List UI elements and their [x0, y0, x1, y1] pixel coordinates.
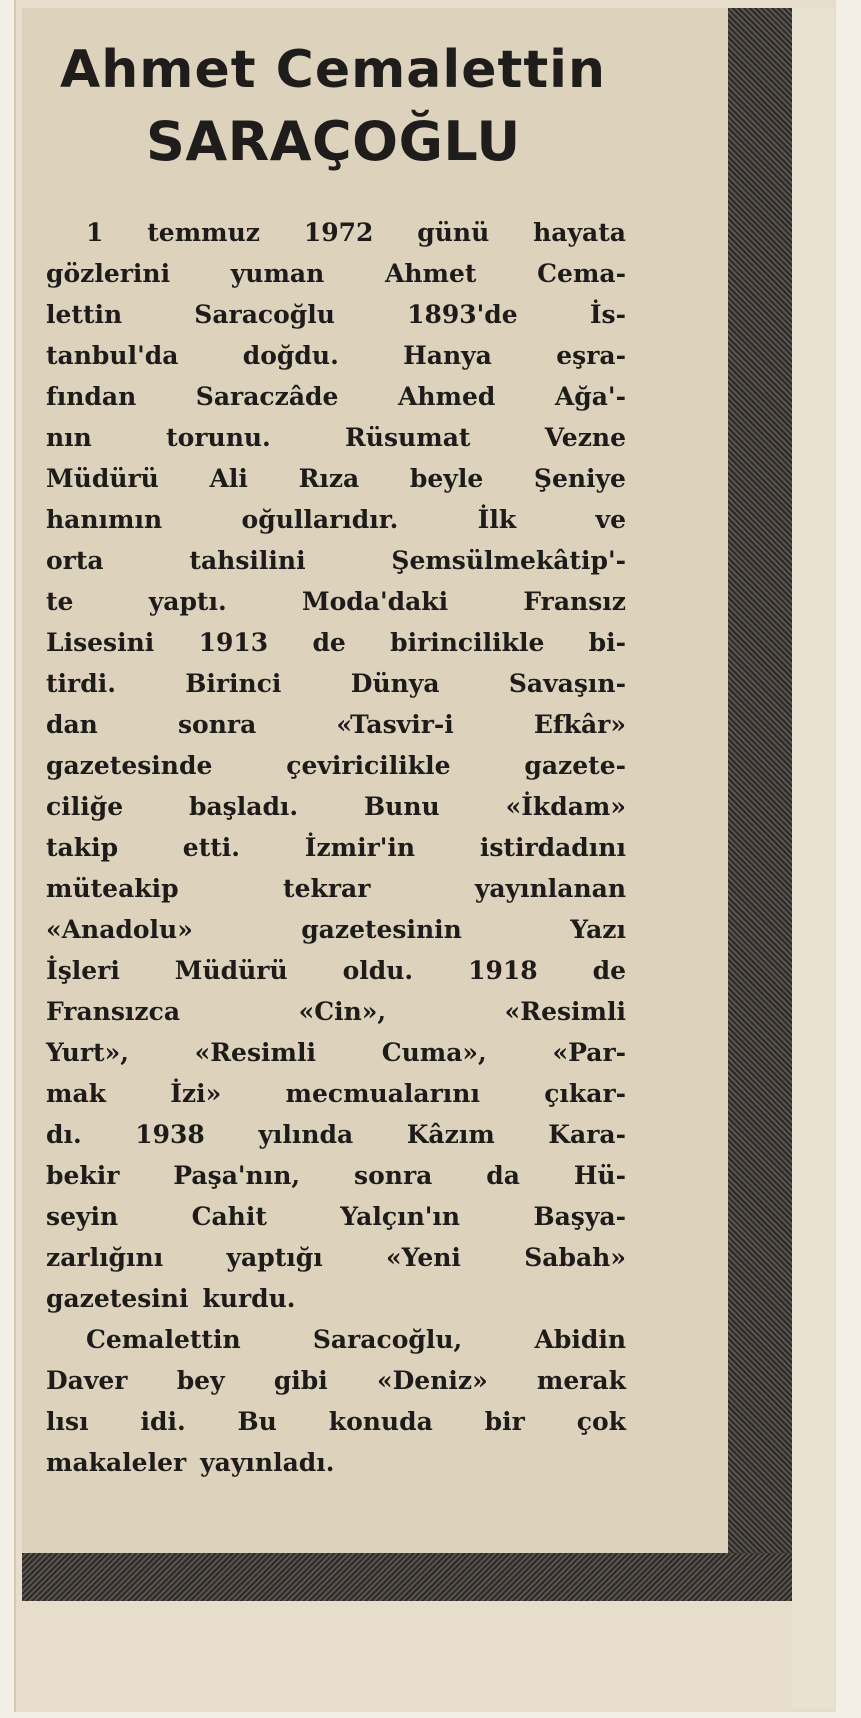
article-word: yaptığı [226, 1243, 323, 1272]
article-word: zarlığını [46, 1243, 164, 1272]
article-word: hayata [533, 218, 626, 247]
article-word: Yurt», [46, 1038, 129, 1067]
frame-border-right [728, 8, 792, 1600]
article-word: da [486, 1161, 520, 1190]
article-word: Saracoğlu, [312, 1325, 463, 1354]
article-line [46, 1114, 626, 1155]
article-word: bekir [46, 1161, 120, 1190]
article-line [46, 1442, 626, 1483]
article-word: temmuz [147, 218, 260, 247]
article-word: «Cin», [298, 997, 387, 1026]
article-word: oğullarıdır. [241, 505, 399, 534]
article-word: Fransız [523, 587, 626, 616]
article-word: gazete- [524, 751, 626, 780]
article-word: gibi [273, 1366, 328, 1395]
article-word: Hanya [403, 341, 492, 370]
frame-border-bottom [22, 1553, 792, 1601]
article-word: Savaşın- [508, 669, 626, 698]
article-line [46, 909, 626, 950]
article-line [46, 417, 626, 458]
article-word: Yalçın'ın [340, 1202, 461, 1231]
article-word: idi. [140, 1407, 186, 1436]
article-word: yayınlanan [474, 874, 626, 903]
article-word: İs- [589, 300, 626, 329]
article-word: konuda [328, 1407, 433, 1436]
article-word: doğdu. [242, 341, 339, 370]
article-word: te [46, 587, 74, 616]
article-word: yılında [258, 1120, 354, 1149]
article-word: Cema- [537, 259, 626, 288]
article-word: gazetesinin [301, 915, 462, 944]
article-word: Saraczâde [195, 382, 339, 411]
article-line [46, 1278, 626, 1319]
article-line [46, 253, 626, 294]
article-word: Başya- [533, 1202, 626, 1231]
article-word: gözlerini [46, 259, 171, 288]
article-word: çok [576, 1407, 626, 1436]
article-word: «Yeni [386, 1243, 461, 1272]
article-line [46, 212, 626, 253]
article-word: mak [46, 1079, 106, 1108]
article-line [46, 991, 626, 1032]
article-word: başladı. [189, 792, 299, 821]
article-word: Kara- [548, 1120, 626, 1149]
article-line [46, 950, 626, 991]
article-word: tirdi. [46, 669, 116, 698]
article-word: Vezne [544, 423, 626, 452]
article-word: hanımın [46, 505, 163, 534]
article-word: İşleri [46, 956, 120, 985]
article-line [46, 458, 626, 499]
article-word: Cuma», [381, 1038, 487, 1067]
article-word: birincilikle [390, 628, 545, 657]
article-word: Rüsumat [345, 423, 471, 452]
article-word: lısı [46, 1407, 89, 1436]
article-word: 1913 [198, 628, 269, 657]
article-line [46, 1032, 626, 1073]
article-word: Moda'daki [301, 587, 449, 616]
article-word: Cahit [191, 1202, 267, 1231]
article-word: mecmualarını [285, 1079, 480, 1108]
article-word: 1 [86, 218, 104, 247]
article-word: dan [46, 710, 98, 739]
article-word: gazetesinde [46, 751, 213, 780]
article-line [46, 663, 626, 704]
article-word: «Tasvir-i [336, 710, 454, 739]
article-word: Ağa'- [554, 382, 626, 411]
article-word: Dünya [350, 669, 440, 698]
article-word: dı. [46, 1120, 82, 1149]
article-line [46, 1319, 626, 1360]
article-word: Birinci [185, 669, 282, 698]
article-line [46, 1401, 626, 1442]
article-word: «Anadolu» [46, 915, 193, 944]
article-word: ve [595, 505, 626, 534]
article-word: günü [417, 218, 490, 247]
article-word: sonra [354, 1161, 433, 1190]
article-word: kurdu. [202, 1284, 296, 1313]
article-word: «Par- [552, 1038, 626, 1067]
article-word: İzi» [170, 1079, 222, 1108]
article-word: «İkdam» [505, 792, 626, 821]
article-word: Ahmet [384, 259, 477, 288]
article-word: yuman [230, 259, 325, 288]
article-word: Yazı [570, 915, 626, 944]
article-word: Lisesini [46, 628, 155, 657]
article-word: «Resimli [194, 1038, 316, 1067]
clipping-edge [792, 8, 834, 1708]
article-word: Müdürü [46, 464, 159, 493]
article-word: etti. [182, 833, 240, 862]
article-word: Şeniye [533, 464, 626, 493]
article-word: «Deniz» [376, 1366, 488, 1395]
article-word: beyle [409, 464, 484, 493]
article-word: Paşa'nın, [173, 1161, 301, 1190]
headline-surname: SARAÇOĞLU [146, 110, 521, 173]
article-word: 1938 [135, 1120, 205, 1149]
article-line [46, 704, 626, 745]
article-word: Fransızca [46, 997, 181, 1026]
article-word: de [312, 628, 346, 657]
article-word: yaptı. [148, 587, 227, 616]
article-word: Şemsülmekâtip'- [391, 546, 626, 575]
article-word: müteakip [46, 874, 179, 903]
article-word: Bu [237, 1407, 277, 1436]
article-word: İzmir'in [304, 833, 416, 862]
article-word: Hü- [573, 1161, 626, 1190]
article-word: Kâzım [406, 1120, 495, 1149]
article-line [46, 622, 626, 663]
article-word: Abidin [534, 1325, 626, 1354]
article-line [46, 335, 626, 376]
article-line [46, 1155, 626, 1196]
article-word: lettin [46, 300, 123, 329]
article-word: oldu. [342, 956, 414, 985]
article-word: tahsilini [189, 546, 306, 575]
article-line [46, 581, 626, 622]
article-word: çeviricilikle [286, 751, 451, 780]
article-word: bey [176, 1366, 225, 1395]
article-word: istirdadını [479, 833, 626, 862]
article-word: orta [46, 546, 104, 575]
article-word: Müdürü [174, 956, 288, 985]
article-line [46, 827, 626, 868]
article-word: Cemalettin [86, 1325, 241, 1354]
article-word: seyin [46, 1202, 119, 1231]
article-line [46, 376, 626, 417]
article-line [46, 540, 626, 581]
article-word: sonra [177, 710, 257, 739]
article-word: de [592, 956, 626, 985]
article-word: 1918 [468, 956, 538, 985]
article-word: makaleler [46, 1448, 187, 1477]
article-word: İlk [477, 505, 517, 534]
article-word: ciliğe [46, 792, 124, 821]
article-word: yayınladı. [200, 1448, 335, 1477]
article-word: fından [46, 382, 137, 411]
article-word: bir [484, 1407, 525, 1436]
article-word: tekrar [283, 874, 371, 903]
article-word: Daver [46, 1366, 128, 1395]
article-word: takip [46, 833, 119, 862]
article-word: Rıza [298, 464, 360, 493]
article-word: Ahmed [397, 382, 496, 411]
article-line [46, 1237, 626, 1278]
article-line [46, 745, 626, 786]
article-line [46, 1196, 626, 1237]
article-body [46, 212, 626, 1483]
article-word: tanbul'da [46, 341, 179, 370]
article-word: «Resimli [504, 997, 626, 1026]
article-line [46, 499, 626, 540]
article-word: merak [536, 1366, 626, 1395]
article-word: Efkâr» [533, 710, 626, 739]
article-word: 1972 [303, 218, 374, 247]
article-line [46, 1360, 626, 1401]
article-line [46, 868, 626, 909]
article-word: gazetesini [46, 1284, 189, 1313]
article-word: torunu. [166, 423, 271, 452]
article-word: Saracoğlu [194, 300, 335, 329]
article-word: 1893'de [407, 300, 518, 329]
article-word: Ali [209, 464, 248, 493]
article-word: Sabah» [524, 1243, 626, 1272]
article-word: Bunu [364, 792, 440, 821]
article-word: çıkar- [544, 1079, 626, 1108]
headline-name: Ahmet Cemalettin [60, 40, 607, 100]
article-line [46, 786, 626, 827]
article-line [46, 294, 626, 335]
article-line [46, 1073, 626, 1114]
article-word: eşra- [556, 341, 626, 370]
article-word: bi- [588, 628, 626, 657]
article-word: nın [46, 423, 92, 452]
